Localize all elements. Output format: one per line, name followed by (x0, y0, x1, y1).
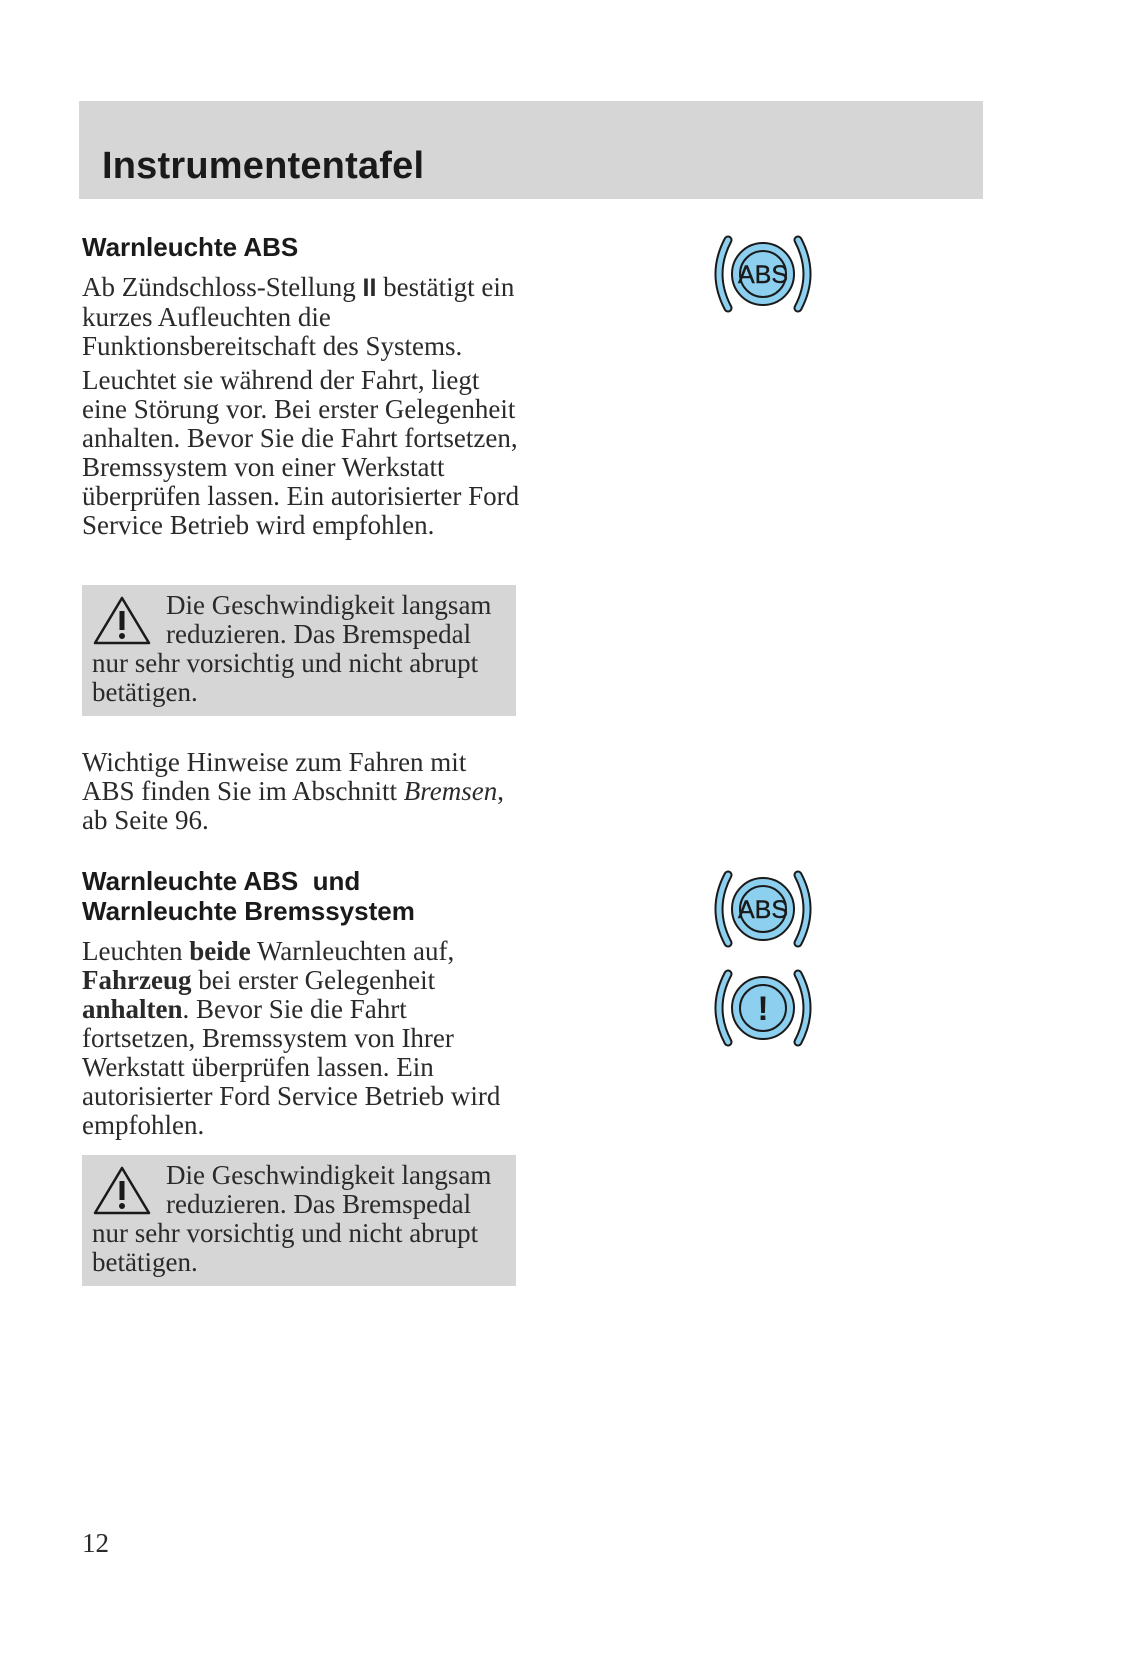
abs-brake-text-3: bei erster Gelegenheit (191, 965, 436, 995)
brake-icon-label: ! (757, 990, 769, 1028)
abs-brake-text-2: Warnleuchten auf, (250, 936, 455, 966)
section-heading-abs-brake-line1: Warnleuchte ABS und (82, 866, 361, 896)
abs-icon-label-2: ABS (737, 896, 789, 924)
warning-text-1: Die Geschwindigkeit langsam reduzieren. Das Bremspedal nur sehr vorsichtig und nicht abrupt betätigen. (92, 590, 492, 707)
warning-box-1 (82, 585, 516, 716)
abs-note (82, 748, 522, 835)
abs-p1-text-b: bestätigt ein kurzes Aufleuchten die Funktionsbereitschaft des Systems. (82, 272, 515, 361)
brakes-section-reference: Bremsen (403, 776, 498, 806)
warning-triangle-icon (92, 1165, 152, 1217)
section-abs-brake-text (82, 937, 522, 1140)
page-title: Instrumententafel (102, 145, 425, 187)
section-abs-text-1 (82, 273, 522, 361)
section-abs-note (82, 748, 522, 835)
abs-brake-bold-3: anhalten (82, 994, 183, 1024)
section-abs-brake (82, 866, 522, 926)
section-abs-text-2 (82, 366, 522, 540)
warning-box-2 (82, 1155, 516, 1286)
abs-brake-bold-1: beide (189, 936, 251, 966)
abs-note-text-b: , ab Seite 96. (82, 776, 504, 835)
abs-brake-bold-2: Fahrzeug (82, 965, 192, 995)
brake-system-warning-icon (708, 968, 818, 1048)
section-heading-abs: Warnleuchte ABS (82, 232, 299, 262)
section-abs (82, 232, 522, 262)
page-number: 12 (82, 1528, 109, 1558)
warning-text-2: Die Geschwindigkeit langsam reduzieren. Das Bremspedal nur sehr vorsichtig und nicht abrupt betätigen. (92, 1160, 492, 1277)
ignition-position-label: II (362, 274, 377, 302)
header-band (79, 101, 983, 199)
section-heading-abs-brake-line2: Warnleuchte Bremssystem (82, 896, 415, 926)
abs-p1-text-a: Ab Zündschloss-Stellung (82, 272, 363, 302)
abs-note-text-a: Wichtige Hinweise zum Fahren mit ABS finden Sie im Abschnitt (82, 747, 467, 806)
warning-triangle-icon (92, 595, 152, 647)
abs-icon-label: ABS (737, 261, 789, 289)
abs-warning-icon-2 (708, 869, 818, 949)
abs-paragraph-2: Leuchtet sie während der Fahrt, liegt eine Störung vor. Bei erster Gelegenheit anhalten. Bevor Sie die Fahrt fortsetzen, Bremssystem von einer Werkstatt überprüfen lassen. Ein autorisierter Ford Service Betrieb wird empfohlen. (82, 365, 520, 540)
abs-warning-icon (708, 234, 818, 314)
abs-brake-text-4: . Bevor Sie die Fahrt fortsetzen, Bremssystem von Ihrer Werkstatt überprüfen lassen. Ein autorisierter Ford Service Betrieb wird empfohlen. (82, 994, 501, 1140)
abs-brake-paragraph (82, 937, 522, 1140)
abs-brake-text-1: Leuchten (82, 936, 190, 966)
abs-paragraph-1 (82, 273, 522, 361)
